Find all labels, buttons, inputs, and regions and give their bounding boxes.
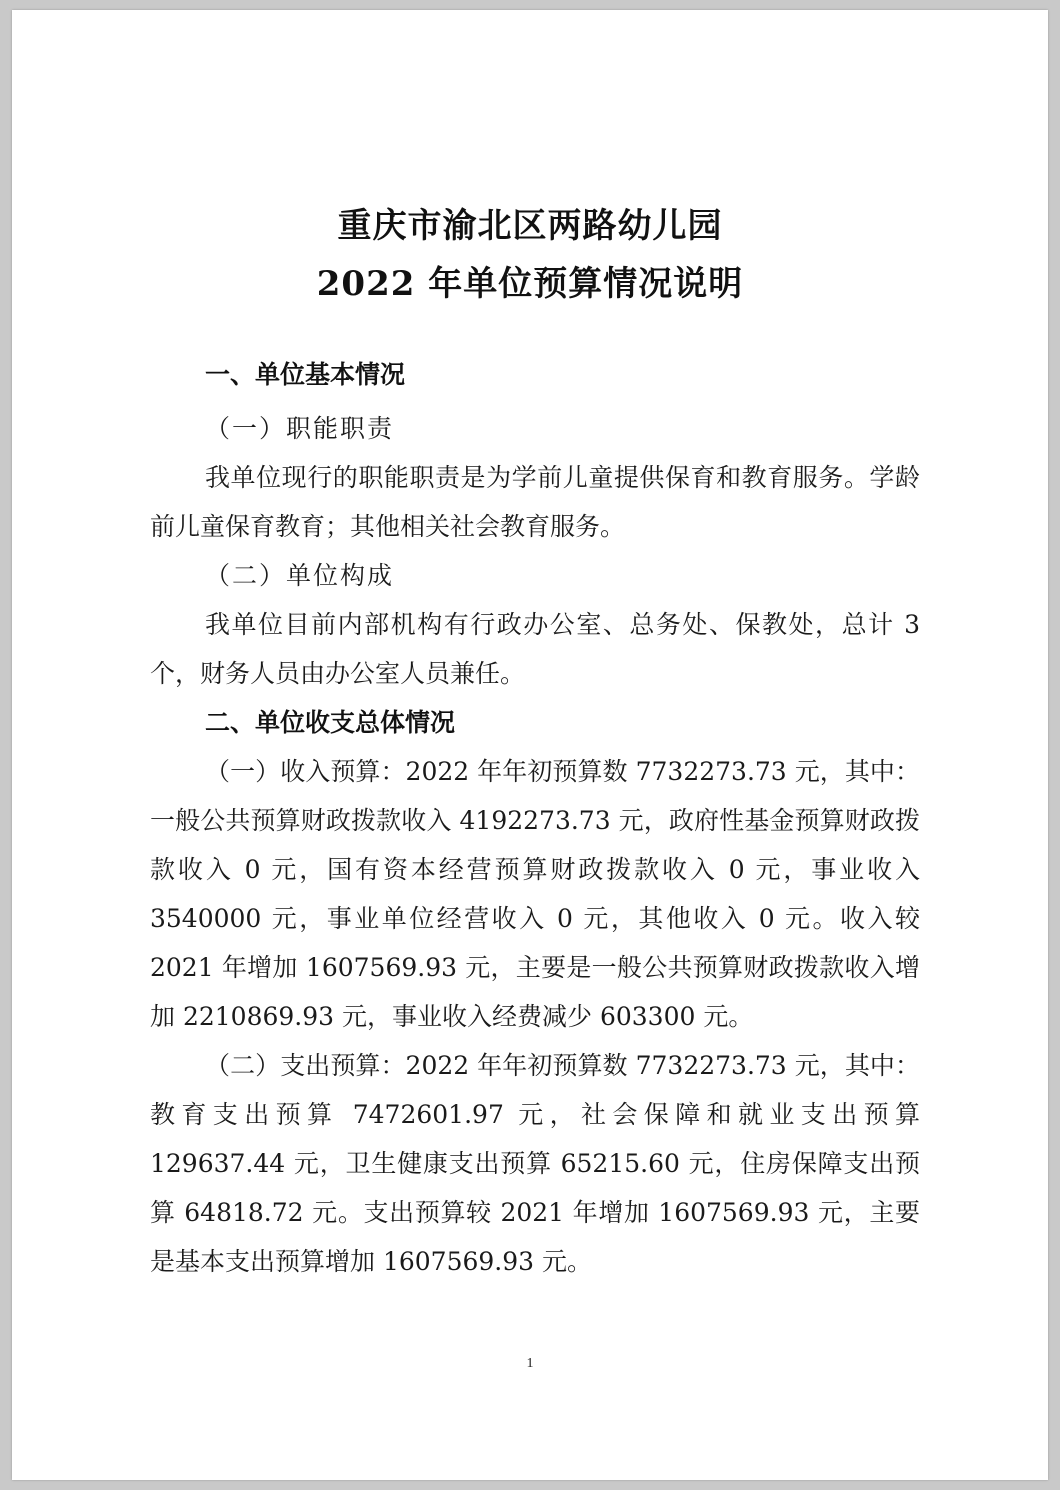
section1-heading: 一、单位基本情况: [205, 360, 406, 389]
section1-sub2-text: 我单位目前内部机构有行政办公室、总务处、保教处，总计 3 个，财务人员由办公室人员兼任。: [150, 610, 920, 688]
page-number: 1: [526, 1356, 534, 1371]
section1-sub1-text: 我单位现行的职能职责是为学前儿童提供保育和教育服务。学龄前儿童保育教育；其他相关社会教育服务。: [150, 463, 920, 541]
section2-heading: 二、单位收支总体情况: [205, 708, 456, 737]
document-page: [12, 10, 1048, 1480]
section2-income-paragraph: （一）收入预算：2022 年年初预算数 7732273.73 元，其中：一般公共预算财政拨款收入 4192273.73 元，政府性基金预算财政拨款收入 0 元，国有资本经营预算财政拨款收入 0 元，事业收入 3540000 元，事业单位经营收入 0 元，其他收入 0 元。收入较 2021 年增加 1607569.93 元，主要是一般公共预算财政拨款收入增加 2210869.93 元，事业收入经费减少 603300 元。: [150, 757, 920, 1031]
section1-sub1-heading: （一）职能职责: [205, 414, 395, 443]
document-title-line2: 2022 年单位预算情况说明: [316, 264, 744, 304]
document-title-line1: 重庆市渝北区两路幼儿园: [337, 206, 723, 246]
section1-sub2-heading: （二）单位构成: [205, 561, 395, 590]
section2-expense-paragraph: （二）支出预算：2022 年年初预算数 7732273.73 元，其中：教育支出预算 7472601.97 元，社会保障和就业支出预算 129637.44 元，卫生健康支出预算 65215.60 元，住房保障支出预算 64818.72 元。支出预算较 2021 年增加 1607569.93 元，主要是基本支出预算增加 1607569.93 元。: [150, 1051, 920, 1276]
